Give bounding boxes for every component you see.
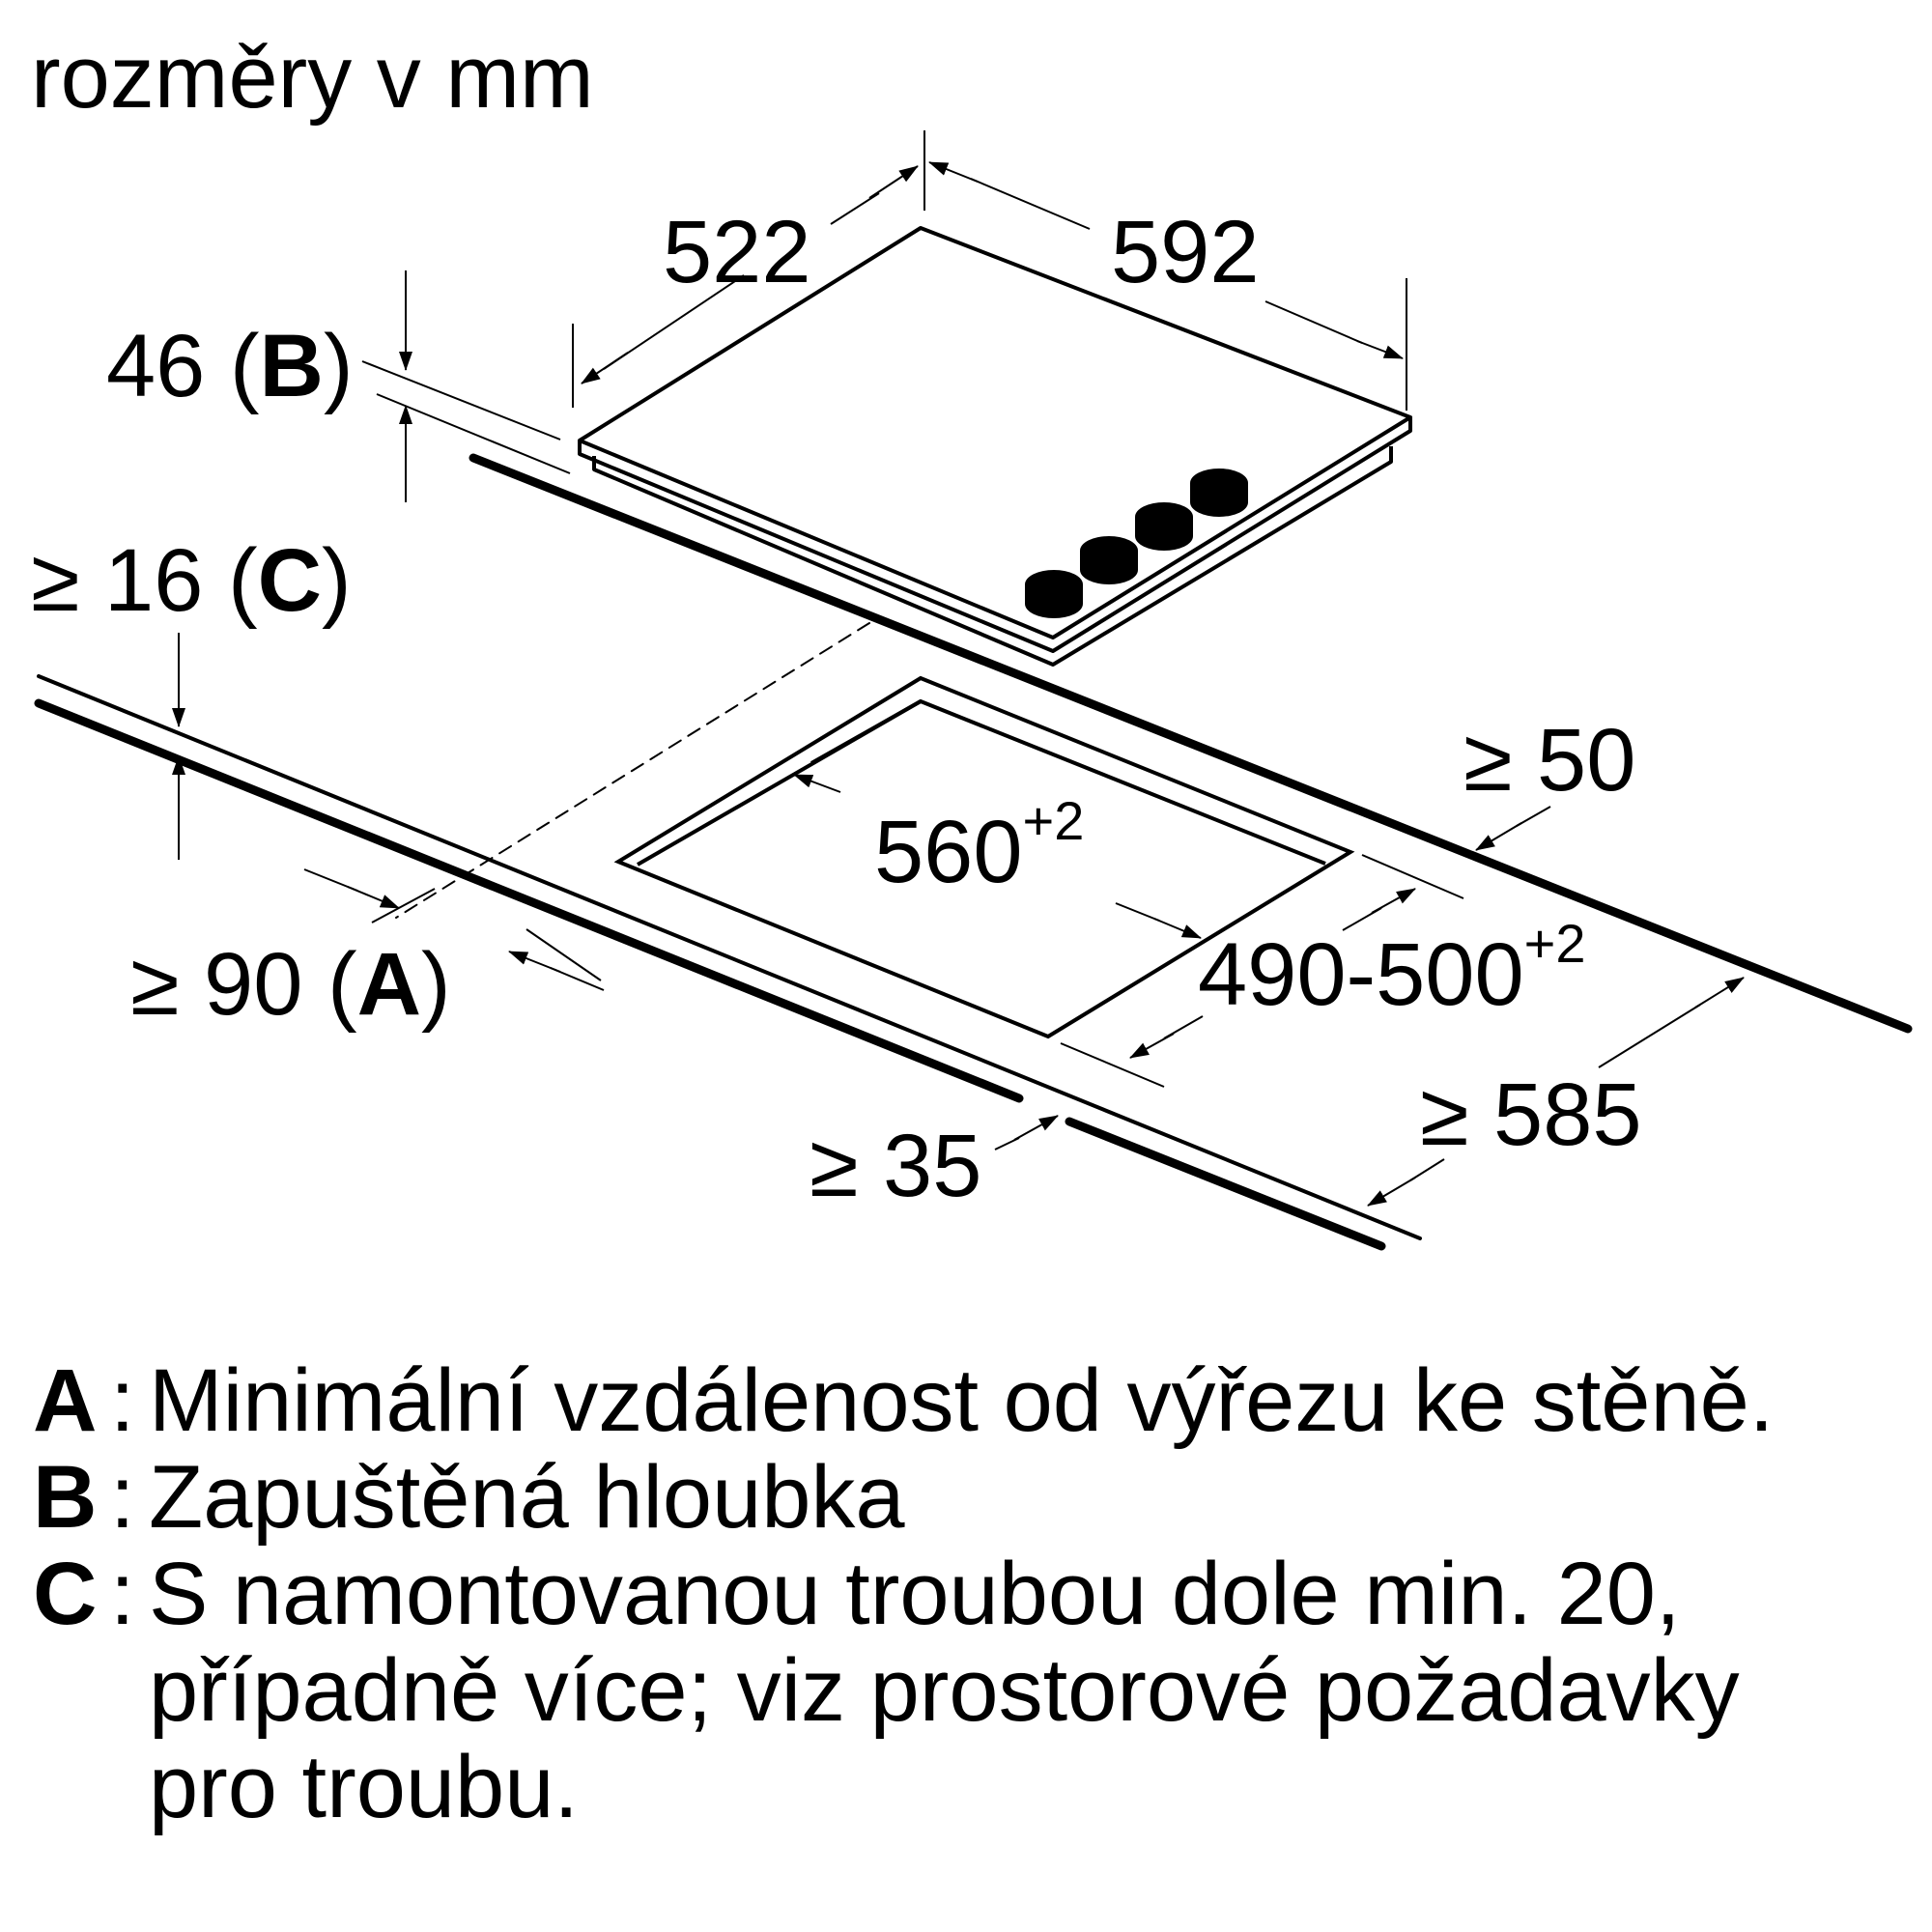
legend-colon: :	[110, 1351, 135, 1450]
arrow-icon	[1372, 889, 1415, 913]
page-title: rozměry v mm	[31, 28, 594, 127]
worktop-front-bottom-edge	[1069, 1122, 1381, 1246]
arrow-icon	[1014, 1116, 1058, 1140]
legend-key: A	[33, 1351, 98, 1450]
legend-text: Minimální vzdálenost od výřezu ke stěně.	[149, 1351, 1775, 1450]
arrow-icon	[869, 166, 918, 198]
legend	[33, 1352, 1917, 1835]
arrow-icon	[1695, 978, 1744, 1008]
worktop-front-bottom-edge	[39, 703, 1019, 1098]
hob-front-edge	[580, 417, 1410, 651]
oven-clearance-label: ≥ 16 (C)	[31, 531, 352, 630]
cutout-width-label: $560^{+2}$	[874, 790, 1085, 901]
hob-knobs	[1025, 469, 1248, 618]
arrow-icon	[1130, 1034, 1174, 1058]
worktop-depth-label: ≥ 585	[1420, 1065, 1642, 1164]
width-label: 592	[1111, 203, 1260, 301]
legend-colon: :	[110, 1545, 135, 1643]
arrow-icon	[794, 775, 840, 792]
rear-clearance-label: ≥ 50	[1463, 711, 1636, 810]
front-clearance-label: ≥ 35	[810, 1117, 982, 1215]
recess-depth-label: 46 (B)	[106, 317, 354, 415]
cutout-depth-label: $490-500^{+2}$	[1198, 913, 1586, 1024]
arrow-icon	[1357, 341, 1403, 358]
legend-item-c	[33, 1546, 1917, 1835]
dimension-lines	[179, 130, 1744, 1206]
depth-label: 522	[663, 203, 811, 301]
worktop-rear-edge	[473, 458, 1908, 1029]
legend-colon: :	[110, 1448, 135, 1547]
legend-text: Zapuštěná hloubka	[149, 1448, 905, 1547]
arrow-icon	[1368, 1178, 1415, 1206]
arrow-icon	[1476, 823, 1521, 850]
legend-text: S namontovanou troubou dole min. 20, případně více; viz prostorové požadavky pro troubu.	[149, 1545, 1740, 1836]
arrow-icon	[1154, 919, 1201, 938]
legend-item-a	[33, 1352, 1917, 1449]
arrow-icon	[348, 887, 399, 908]
dimension-labels	[31, 203, 1642, 1215]
arrow-icon	[582, 353, 628, 384]
arrow-icon	[929, 162, 978, 182]
legend-key: B	[33, 1448, 98, 1547]
legend-item-b	[33, 1449, 1917, 1546]
wall-distance-label: ≥ 90 (A)	[130, 935, 451, 1034]
arrow-icon	[509, 952, 560, 972]
legend-key: C	[33, 1545, 98, 1643]
